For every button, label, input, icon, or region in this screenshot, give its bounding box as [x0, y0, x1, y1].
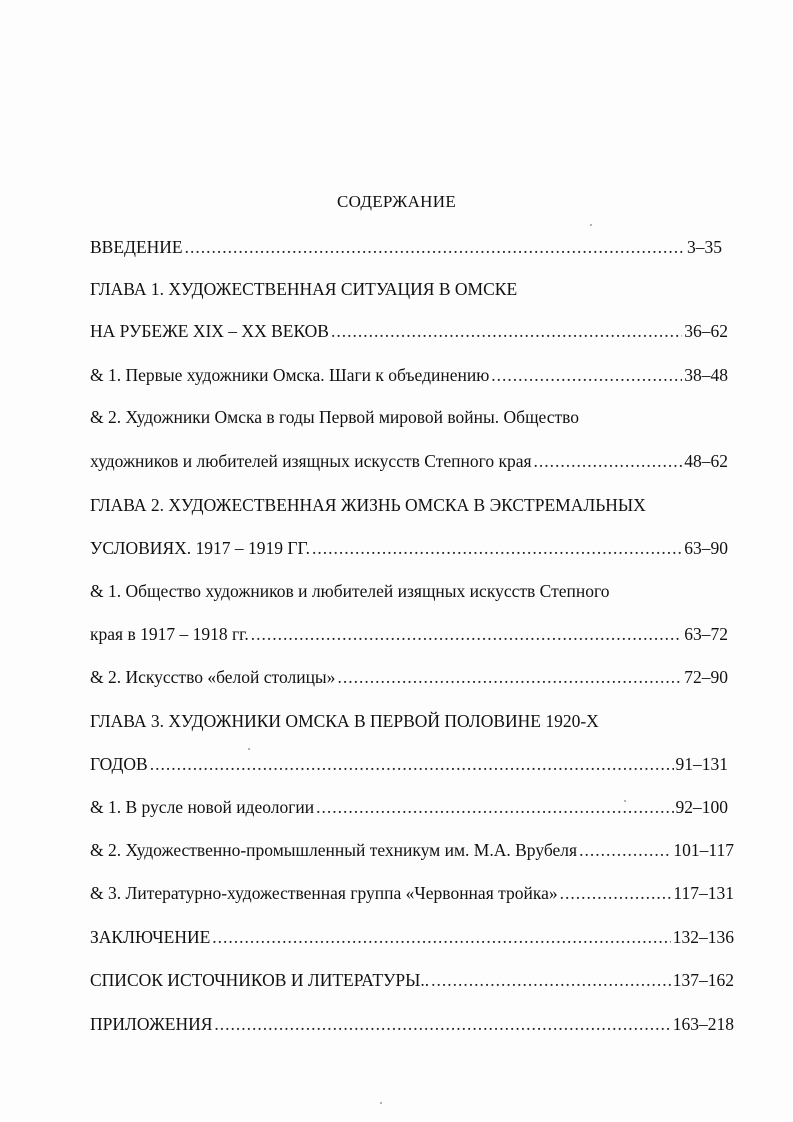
toc-entry-line1: ГЛАВА 2. ХУДОЖЕСТВЕННАЯ ЖИЗНЬ ОМСКА В ЭКСТРЕМАЛЬНЫХ: [90, 495, 646, 515]
toc-entry-pages: 48–62: [684, 451, 728, 471]
toc-leader-dots: [491, 364, 682, 386]
toc-entry-pages: 36–62: [684, 321, 728, 341]
toc-entry: [90, 882, 734, 904]
toc-entry-title: края в 1917 – 1918 гг.: [90, 624, 249, 644]
page-title: СОДЕРЖАНИЕ: [336, 192, 457, 211]
toc-leader-dots: [214, 1013, 670, 1035]
toc-entry-pages: 101–117: [673, 840, 734, 860]
toc-leader-dots: [312, 537, 682, 559]
scan-speck: [624, 800, 626, 802]
toc-leader-dots: [579, 839, 671, 861]
toc-entry-pages: 117–131: [673, 883, 734, 903]
toc-entry-pages: 163–218: [672, 1014, 734, 1034]
toc-leader-dots: [431, 969, 671, 991]
toc-entry-title: ПРИЛОЖЕНИЯ: [90, 1014, 213, 1034]
toc-entry-line1: & 1. Общество художников и любителей изящных искусств Степного: [90, 581, 610, 601]
toc-entry-pages: 63–90: [684, 538, 728, 558]
toc-entry: [90, 926, 734, 948]
toc-entry-line1: & 2. Художники Омска в годы Первой мировой войны. Общество: [90, 407, 580, 427]
toc-entry-pages: 137–162: [672, 970, 734, 990]
scan-speck: [248, 748, 250, 750]
toc-entry-title: & 2. Искусство «белой столицы»: [90, 667, 336, 687]
toc-entry-title: НА РУБЕЖЕ XIX – XX ВЕКОВ: [90, 321, 329, 341]
toc-leader-dots: [337, 666, 682, 688]
toc-leader-dots: [212, 926, 670, 948]
toc-leader-dots: [560, 882, 672, 904]
toc-leader-dots: [534, 450, 683, 472]
toc-entry-title: & 2. Художественно-промышленный техникум им. М.А. Врубеля: [90, 840, 578, 860]
toc-entry-pages: 72–90: [684, 667, 728, 687]
toc-entry-title: УСЛОВИЯХ. 1917 – 1919 ГГ.: [90, 538, 311, 558]
toc-entry-pages: 92–100: [675, 797, 728, 817]
toc-entry-title: ВВЕДЕНИЕ: [90, 237, 183, 257]
scan-speck: [590, 224, 592, 226]
toc-entry: [90, 753, 728, 775]
toc-entry-title: & 1. Первые художники Омска. Шаги к объединению: [90, 365, 490, 385]
toc-entry-line1: ГЛАВА 1. ХУДОЖЕСТВЕННАЯ СИТУАЦИЯ В ОМСКЕ: [90, 279, 518, 299]
toc-entry-title: & 1. В русле новой идеологии: [90, 797, 315, 817]
toc-entry-title: СПИСОК ИСТОЧНИКОВ И ЛИТЕРАТУРЫ..: [90, 970, 430, 990]
toc-entry-pages: 132–136: [672, 927, 734, 947]
toc-entry: [90, 1013, 734, 1035]
scan-speck: [380, 1102, 382, 1104]
toc-entry: [90, 666, 728, 688]
toc-entry-pages: 63–72: [684, 624, 728, 644]
toc-entry: [90, 450, 728, 472]
toc-entry: [90, 623, 728, 645]
toc-entry-title: & 3. Литературно-художественная группа «Червонная тройка»: [90, 883, 558, 903]
toc-entry-title: ГОДОВ: [90, 754, 148, 774]
toc-entry: [90, 969, 734, 991]
toc-entry: [90, 320, 728, 342]
toc-entry-pages: 91–131: [675, 754, 728, 774]
toc-leader-dots: [150, 753, 674, 775]
toc-entry: [90, 236, 722, 258]
toc-entry-title: ЗАКЛЮЧЕНИЕ: [90, 927, 211, 947]
toc-entry-title: художников и любителей изящных искусств Степного края: [90, 451, 532, 471]
toc-leader-dots: [316, 796, 673, 818]
toc-entry: [90, 796, 728, 818]
toc-leader-dots: [185, 236, 685, 258]
toc-entry-pages: 38–48: [684, 365, 728, 385]
toc-entry-line1: ГЛАВА 3. ХУДОЖНИКИ ОМСКА В ПЕРВОЙ ПОЛОВИНЕ 1920-Х: [90, 711, 599, 731]
toc-entry-pages: 3–35: [687, 237, 722, 257]
toc-entry: [90, 364, 728, 386]
toc-leader-dots: [331, 320, 682, 342]
toc-leader-dots: [251, 623, 683, 645]
toc-entry: [90, 537, 728, 559]
toc-entry: [90, 839, 734, 861]
